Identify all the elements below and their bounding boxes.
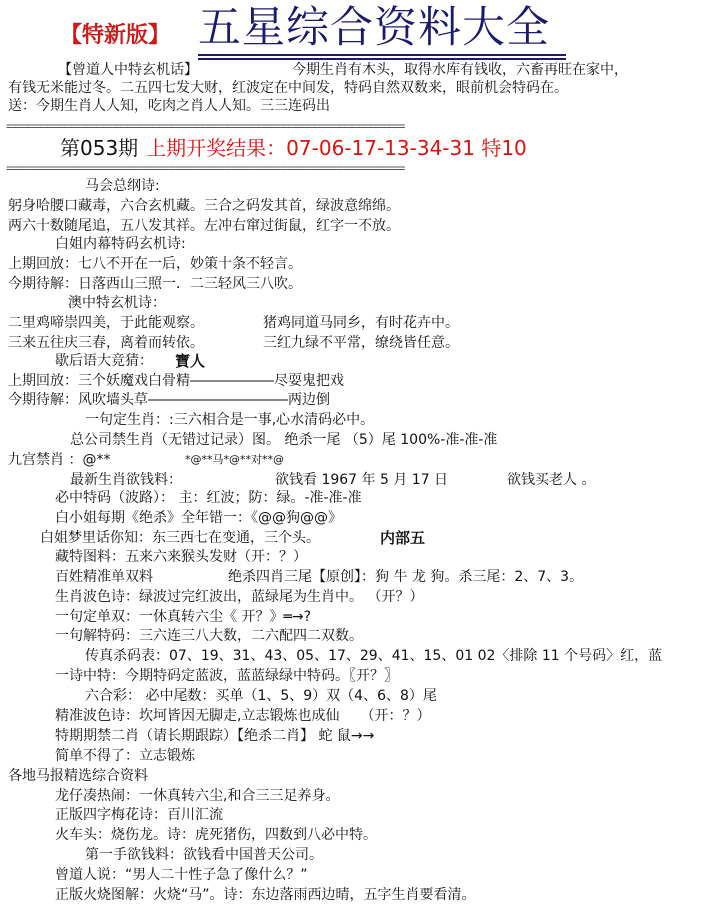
text-line: 绝杀四肖三尾【原创】：狗 牛 龙 狗。杀三尾：2、7、3。 xyxy=(228,569,584,585)
text-line: 猪鸡同道马同乡，有时花卉中。 xyxy=(263,315,459,331)
text-line: 简单不得了：立志锻炼 xyxy=(55,748,195,764)
separator: ================================================================ xyxy=(6,122,405,130)
text-line: 三红九绿不平常，缭绕皆任意。 xyxy=(263,335,459,351)
text-line: 上期回放：三个妖魔戏白骨精――――――尽耍鬼把戏 xyxy=(8,373,344,389)
title-underline xyxy=(198,54,566,56)
text-line: 白姐内幕特码玄机诗: xyxy=(55,236,186,252)
text-line: 白姐梦里话你知：东三西七在变通，三个头。 xyxy=(40,530,320,546)
text-line: 正版火烧图解：火烧“马”。诗：东边落雨西边晴，五字生肖要看清。 xyxy=(55,887,476,903)
text-line: *@**马*@**对**@ xyxy=(185,453,284,466)
intro-label: 【曾道人中特玄机话】 xyxy=(58,62,198,78)
text-line: 曾道人说：“男人二十性子急了像什么？” xyxy=(55,867,308,883)
text-line: 第一手欲钱料：欲钱看中国普天公司。 xyxy=(85,847,323,863)
stamp-overlay: 寶人 xyxy=(175,352,206,370)
edition-badge: 【特新版】 xyxy=(60,22,171,48)
issue-number: 第053期 xyxy=(60,136,139,160)
text-line: 一诗中特：今期特码定蓝波，蓝蓝绿绿中特码。〖开？〗 xyxy=(55,668,398,684)
intro-line: 今期生肖有木头，取得水库有钱收，六畜再旺在家中， xyxy=(292,62,628,78)
text-line: 传真杀码表：07、19、31、43、05、17、29、41、15、01 02〈排除 11 个号码〉红，蓝 xyxy=(85,648,663,664)
text-line: 必中特码（波路）： 主：红波；防：绿。-准-准-准 xyxy=(55,490,362,506)
text-line: 一句解特码：三六连三八大数，二六配四二双数。 xyxy=(55,628,363,644)
text-line: 一句定生肖：:三六相合是一事,心水清码必中。 xyxy=(85,412,375,428)
text-line: 二里鸡啼崇四美，于此能观察。 xyxy=(8,315,204,331)
text-line: 九宫禁肖 ：@** xyxy=(8,452,111,468)
text-line: 百姓精准单双料 xyxy=(55,569,153,585)
text-line: 特期期禁二肖（请长期跟踪）【绝杀二肖】 蛇 鼠→→ xyxy=(55,728,375,744)
last-draw-result: 上期开奖结果：07-06-17-13-34-31 特10 xyxy=(146,136,527,160)
section-heading: 各地马报精选综合资料 xyxy=(8,768,148,784)
text-line: 六合彩： 必中尾数：买单（1、5、9）双（4、6、8）尾 xyxy=(85,688,437,704)
text-line: 今期待解：日落西山三照一．二三轻风三八吹。 xyxy=(8,276,302,292)
text-line: 歇后语大竞猜： xyxy=(55,353,153,369)
text-line: 躬身哈腰口藏毒，六合玄机藏。三合之码发其首，绿波意绵绵。 xyxy=(8,198,400,214)
page-title: 五星综合资料大全 xyxy=(198,3,550,53)
stamp-overlay: 内部五 xyxy=(380,529,426,547)
text-line: 总公司禁生肖（无错过记录）图。 绝杀一尾 （5）尾 100%-准-准-准 xyxy=(70,432,498,448)
text-line: 龙仔凑热闹：一休真转六尘,和合三三足养身。 xyxy=(55,788,340,804)
text-line: 上期回放：七八不开在一后，妙策十条不轻言。 xyxy=(8,256,302,272)
text-line: 火车头：烧伤龙。诗：虎死猪伤，四数到八必中特。 xyxy=(55,827,377,843)
text-line: 欲钱买老人 。 xyxy=(507,472,596,488)
text-line: 澳中特玄机诗： xyxy=(68,295,166,311)
issue-heading xyxy=(60,136,527,160)
text-line: 三来五往庆三春，离着而转依。 xyxy=(8,335,204,351)
text-line: 今期待解：风吹墙头草――――――――――两边倒 xyxy=(8,392,330,408)
text-line: 最新生肖欲钱料： xyxy=(70,472,182,488)
text-line: 两六十数随尾追，五八发其祥。左冲右窜过街鼠，红字一不放。 xyxy=(8,218,400,234)
text-line: 欲钱看 1967 年 5 月 17 日 xyxy=(275,472,449,488)
text-line: 正版四字梅花诗：百川汇流 xyxy=(55,807,223,823)
text-line: 马会总纲诗: xyxy=(85,178,160,194)
title-underline-2 xyxy=(198,58,566,60)
text-line: 一句定单双：一休真转六尘《 开？》═→? xyxy=(55,609,312,625)
separator: ================================================================ xyxy=(6,164,405,172)
text-line: 精准波色诗：坎坷皆因无脚走,立志锻炼也成仙 （开：？） xyxy=(55,708,431,724)
intro-line: 送：今期生肖人人知，吃肉之肖人人知。三三连码出 xyxy=(8,98,330,114)
text-line: 藏特图料：五来六来猴头发财（开：？） xyxy=(55,549,307,565)
intro-line: 有钱无米能过冬。二五四七发大财，红波定在中间发，特码自然双数来，眼前机会特码在。 xyxy=(8,80,568,96)
text-line: 白小姐每期《绝杀》全年错一：《@@狗@@》 xyxy=(55,510,342,526)
text-line: 生肖波色诗：绿波过完红波出，蓝绿尾为生肖中。 （开？） xyxy=(55,589,424,605)
